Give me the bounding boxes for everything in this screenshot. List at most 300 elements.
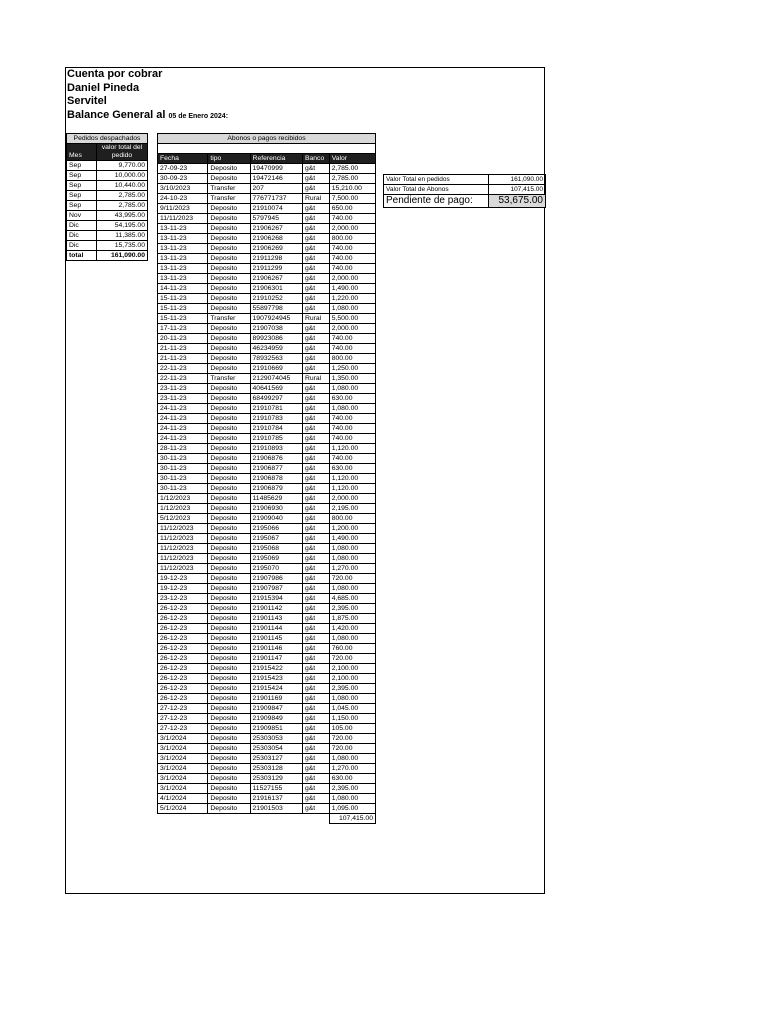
pagos-cell-fecha: 24-11-23 [158,414,208,424]
pagos-cell-referencia: 19472146 [250,174,302,184]
pagos-cell-valor: 1,095.00 [329,804,375,814]
pagos-cell-banco: g&t [302,564,329,574]
pagos-cell-banco: g&t [302,414,329,424]
pagos-cell-banco: Rural [302,314,329,324]
pedidos-cell-valor: 9,770.00 [97,161,148,171]
pagos-cell-valor: 1,080.00 [329,694,375,704]
pagos-cell-tipo: Deposito [208,414,250,424]
pagos-cell-fecha: 26-12-23 [158,644,208,654]
pagos-cell-tipo: Deposito [208,324,250,334]
pedidos-cell-mes: Sep [67,161,97,171]
pagos-cell-fecha: 23-12-23 [158,594,208,604]
pagos-row [158,374,376,384]
pagos-cell-banco: g&t [302,634,329,644]
pagos-row [158,254,376,264]
pagos-cell-tipo: Deposito [208,244,250,254]
pagos-row [158,774,376,784]
pedidos-cell-mes: Dic [67,241,97,251]
pagos-title: Abonos o pagos recibidos [158,134,376,144]
pedidos-cell-valor: 54,195.00 [97,221,148,231]
pagos-row [158,284,376,294]
pagos-cell-banco: g&t [302,444,329,454]
pagos-row [158,594,376,604]
pagos-cell-tipo: Transfer [208,374,250,384]
pagos-cell-tipo: Deposito [208,444,250,454]
pagos-cell-referencia: 21901143 [250,614,302,624]
pagos-cell-tipo: Deposito [208,744,250,754]
pagos-row [158,234,376,244]
pagos-cell-tipo: Deposito [208,344,250,354]
pagos-cell-fecha: 26-12-23 [158,634,208,644]
pagos-row [158,564,376,574]
pagos-cell-valor: 2,785.00 [329,174,375,184]
pedidos-cell-valor: 15,735.00 [97,241,148,251]
pagos-spacer [158,144,376,154]
pagos-cell-valor: 2,000.00 [329,324,375,334]
pagos-cell-tipo: Deposito [208,564,250,574]
pagos-cell-fecha: 3/1/2024 [158,734,208,744]
pagos-cell-referencia: 21909849 [250,714,302,724]
pagos-cell-banco: g&t [302,544,329,554]
pagos-cell-banco: g&t [302,784,329,794]
pagos-cell-tipo: Deposito [208,704,250,714]
pagos-cell-referencia: 55897798 [250,304,302,314]
pagos-cell-referencia: 2129074045 [250,374,302,384]
pagos-row [158,214,376,224]
pagos-cell-valor: 1,120.00 [329,444,375,454]
pagos-cell-tipo: Deposito [208,794,250,804]
pagos-cell-tipo: Deposito [208,594,250,604]
summary-abonos-label: Valor Total de Abonos [384,185,489,195]
pagos-cell-banco: g&t [302,384,329,394]
pedidos-total-label: total [67,251,97,261]
pagos-cell-valor: 740.00 [329,454,375,464]
pedidos-row [67,161,148,171]
pagos-row [158,464,376,474]
pagos-cell-valor: 760.00 [329,644,375,654]
pagos-cell-valor: 1,270.00 [329,564,375,574]
pagos-cell-referencia: 1907924945 [250,314,302,324]
summary-pendiente-label: Pendiente de pago: [384,195,489,208]
pagos-row [158,454,376,464]
pagos-cell-banco: g&t [302,234,329,244]
pagos-cell-tipo: Deposito [208,484,250,494]
pagos-cell-tipo: Deposito [208,434,250,444]
pagos-cell-fecha: 24-11-23 [158,424,208,434]
pagos-row [158,224,376,234]
pagos-row [158,324,376,334]
header-balance-date [67,109,228,124]
pagos-cell-valor: 740.00 [329,334,375,344]
pagos-cell-tipo: Deposito [208,644,250,654]
pagos-cell-tipo: Deposito [208,304,250,314]
pagos-cell-fecha: 11/12/2023 [158,554,208,564]
pagos-cell-referencia: 776771737 [250,194,302,204]
pagos-cell-banco: g&t [302,364,329,374]
pagos-row [158,184,376,194]
pedidos-cell-valor: 2,785.00 [97,201,148,211]
pagos-cell-banco: Rural [302,194,329,204]
pagos-cell-fecha: 22-11-23 [158,364,208,374]
pagos-cell-valor: 740.00 [329,264,375,274]
pedidos-cell-mes: Sep [67,201,97,211]
pagos-cell-valor: 4,685.00 [329,594,375,604]
pagos-cell-valor: 5,500.00 [329,314,375,324]
pagos-cell-valor: 740.00 [329,414,375,424]
pagos-cell-fecha: 11/11/2023 [158,214,208,224]
pagos-cell-valor: 720.00 [329,734,375,744]
pagos-cell-fecha: 3/10/2023 [158,184,208,194]
pedidos-cell-valor: 10,000.00 [97,171,148,181]
pagos-cell-banco: g&t [302,224,329,234]
pagos-cell-valor: 2,100.00 [329,674,375,684]
pagos-cell-valor: 740.00 [329,214,375,224]
pagos-cell-valor: 15,210.00 [329,184,375,194]
pedidos-row [67,201,148,211]
pagos-cell-referencia: 25303053 [250,734,302,744]
pagos-cell-tipo: Deposito [208,604,250,614]
pagos-cell-referencia: 21910074 [250,204,302,214]
pagos-row [158,314,376,324]
pagos-cell-tipo: Deposito [208,774,250,784]
pagos-cell-referencia: 21906879 [250,484,302,494]
pagos-cell-referencia: 21901142 [250,604,302,614]
pagos-cell-banco: g&t [302,244,329,254]
pagos-row [158,364,376,374]
pagos-cell-valor: 1,080.00 [329,754,375,764]
pagos-cell-banco: g&t [302,694,329,704]
pagos-cell-tipo: Deposito [208,234,250,244]
pagos-cell-banco: g&t [302,654,329,664]
pagos-cell-tipo: Deposito [208,524,250,534]
pagos-cell-tipo: Deposito [208,784,250,794]
pagos-cell-fecha: 13-11-23 [158,244,208,254]
pagos-cell-tipo: Deposito [208,474,250,484]
pagos-cell-referencia: 21909040 [250,514,302,524]
pagos-cell-fecha: 19-12-23 [158,584,208,594]
pagos-col-tipo: tipo [208,154,250,164]
header-balance-label: Balance General al [67,108,169,121]
pagos-cell-referencia: 21906301 [250,284,302,294]
pagos-cell-fecha: 27-12-23 [158,714,208,724]
pagos-row [158,264,376,274]
pagos-cell-valor: 720.00 [329,744,375,754]
pagos-row [158,704,376,714]
pagos-cell-referencia: 11527155 [250,784,302,794]
pagos-cell-banco: g&t [302,324,329,334]
pagos-cell-tipo: Deposito [208,204,250,214]
pagos-cell-tipo: Deposito [208,464,250,474]
pagos-cell-tipo: Deposito [208,394,250,404]
pagos-row [158,424,376,434]
pagos-row [158,724,376,734]
pagos-cell-tipo: Transfer [208,184,250,194]
pagos-cell-tipo: Deposito [208,284,250,294]
pagos-cell-valor: 2,100.00 [329,664,375,674]
pagos-cell-fecha: 26-12-23 [158,654,208,664]
pagos-col-valor: Valor [329,154,375,164]
pagos-cell-banco: g&t [302,174,329,184]
pagos-cell-valor: 2,195.00 [329,504,375,514]
pagos-row [158,394,376,404]
pagos-cell-banco: g&t [302,614,329,624]
pagos-cell-valor: 2,000.00 [329,274,375,284]
pedidos-body [67,161,148,251]
pagos-cell-referencia: 21901147 [250,654,302,664]
pagos-cell-referencia: 21901145 [250,634,302,644]
pedidos-row [67,231,148,241]
pagos-cell-referencia: 2195068 [250,544,302,554]
pagos-cell-referencia: 78932563 [250,354,302,364]
pagos-cell-fecha: 23-11-23 [158,384,208,394]
pagos-cell-banco: g&t [302,484,329,494]
pagos-row [158,744,376,754]
pagos-cell-banco: g&t [302,524,329,534]
pagos-cell-fecha: 13-11-23 [158,274,208,284]
pagos-cell-referencia: 21906876 [250,454,302,464]
pagos-cell-referencia: 21901503 [250,804,302,814]
pagos-col-referencia: Referencia [250,154,302,164]
pagos-cell-referencia: 21915422 [250,664,302,674]
pagos-cell-tipo: Deposito [208,624,250,634]
pedidos-cell-valor: 2,785.00 [97,191,148,201]
pagos-cell-referencia: 21901144 [250,624,302,634]
pagos-cell-referencia: 25303054 [250,744,302,754]
pagos-row [158,764,376,774]
pagos-cell-fecha: 21-11-23 [158,354,208,364]
pedidos-cell-valor: 11,385.00 [97,231,148,241]
pagos-cell-banco: g&t [302,764,329,774]
pagos-cell-fecha: 30-09-23 [158,174,208,184]
pagos-cell-tipo: Deposito [208,294,250,304]
pagos-cell-fecha: 26-12-23 [158,694,208,704]
pagos-row [158,354,376,364]
pagos-cell-referencia: 21907986 [250,574,302,584]
pagos-cell-valor: 1,350.00 [329,374,375,384]
summary-table [383,174,546,208]
pagos-row [158,554,376,564]
pagos-row [158,244,376,254]
pagos-row [158,734,376,744]
pagos-cell-fecha: 13-11-23 [158,224,208,234]
pagos-cell-referencia: 19470999 [250,164,302,174]
pagos-cell-valor: 740.00 [329,424,375,434]
pagos-cell-banco: g&t [302,754,329,764]
pagos-cell-banco: g&t [302,254,329,264]
pedidos-cell-valor: 10,440.00 [97,181,148,191]
pagos-cell-referencia: 25303128 [250,764,302,774]
pagos-cell-fecha: 30-11-23 [158,454,208,464]
pedidos-col-mes: Mes [67,144,97,161]
pagos-cell-valor: 630.00 [329,774,375,784]
pagos-cell-valor: 7,500.00 [329,194,375,204]
header-title: Cuenta por cobrar [67,68,163,80]
pagos-cell-tipo: Deposito [208,384,250,394]
pagos-cell-referencia: 21906268 [250,234,302,244]
pagos-cell-tipo: Deposito [208,354,250,364]
pagos-cell-banco: g&t [302,514,329,524]
pedidos-row [67,221,148,231]
pagos-cell-fecha: 15-11-23 [158,294,208,304]
pagos-cell-valor: 800.00 [329,514,375,524]
pedidos-cell-valor: 43,995.00 [97,211,148,221]
pagos-cell-referencia: 21910784 [250,424,302,434]
pagos-cell-referencia: 21909851 [250,724,302,734]
pagos-cell-fecha: 26-12-23 [158,664,208,674]
pagos-cell-tipo: Deposito [208,334,250,344]
pagos-cell-fecha: 3/1/2024 [158,774,208,784]
pedidos-col-valor: valor total del pedido [97,144,148,161]
pagos-cell-valor: 1,120.00 [329,474,375,484]
pagos-cell-valor: 1,250.00 [329,364,375,374]
pagos-cell-banco: g&t [302,594,329,604]
pagos-cell-tipo: Deposito [208,614,250,624]
pagos-cell-banco: g&t [302,734,329,744]
pagos-cell-fecha: 28-11-23 [158,444,208,454]
pagos-cell-valor: 1,875.00 [329,614,375,624]
pagos-row [158,544,376,554]
pagos-cell-referencia: 21910669 [250,364,302,374]
pagos-cell-valor: 800.00 [329,234,375,244]
pagos-cell-tipo: Deposito [208,764,250,774]
pagos-cell-tipo: Deposito [208,544,250,554]
pagos-cell-fecha: 22-11-23 [158,374,208,384]
pagos-row [158,334,376,344]
pagos-cell-banco: g&t [302,294,329,304]
pagos-cell-valor: 1,220.00 [329,294,375,304]
pagos-cell-tipo: Deposito [208,404,250,414]
summary-pendiente-value: 53,675.00 [489,195,546,208]
pagos-row [158,784,376,794]
pagos-cell-valor: 1,490.00 [329,534,375,544]
pagos-cell-referencia: 21910893 [250,444,302,454]
pagos-cell-fecha: 21-11-23 [158,344,208,354]
pagos-cell-referencia: 2195069 [250,554,302,564]
pagos-cell-fecha: 27-12-23 [158,704,208,714]
pagos-cell-valor: 1,420.00 [329,624,375,634]
pagos-cell-fecha: 3/1/2024 [158,764,208,774]
pagos-row [158,384,376,394]
pagos-cell-tipo: Deposito [208,274,250,284]
pagos-cell-referencia: 21906878 [250,474,302,484]
pagos-cell-valor: 2,000.00 [329,224,375,234]
pagos-cell-banco: g&t [302,704,329,714]
pagos-row [158,684,376,694]
pagos-cell-tipo: Deposito [208,674,250,684]
pedidos-table [66,133,148,261]
pagos-table [157,133,376,824]
pagos-cell-referencia: 21906877 [250,464,302,474]
pagos-cell-valor: 1,200.00 [329,524,375,534]
pagos-cell-referencia: 21915394 [250,594,302,604]
pagos-cell-valor: 2,395.00 [329,604,375,614]
pagos-cell-fecha: 9/11/2023 [158,204,208,214]
pagos-row [158,274,376,284]
pagos-cell-banco: g&t [302,574,329,584]
pagos-cell-banco: g&t [302,684,329,694]
pagos-cell-banco: Rural [302,374,329,384]
pagos-row [158,604,376,614]
pagos-row [158,694,376,704]
pagos-cell-fecha: 5/1/2024 [158,804,208,814]
pagos-cell-banco: g&t [302,164,329,174]
pagos-cell-fecha: 11/12/2023 [158,564,208,574]
pagos-cell-banco: g&t [302,454,329,464]
pagos-cell-fecha: 13-11-23 [158,234,208,244]
pedidos-cell-mes: Nov [67,211,97,221]
pagos-cell-referencia: 25303127 [250,754,302,764]
pagos-cell-valor: 1,080.00 [329,584,375,594]
pagos-cell-tipo: Deposito [208,214,250,224]
pagos-cell-banco: g&t [302,474,329,484]
pagos-body [158,164,376,814]
pagos-cell-fecha: 14-11-23 [158,284,208,294]
pagos-cell-tipo: Deposito [208,224,250,234]
pagos-row [158,634,376,644]
pagos-row [158,294,376,304]
pagos-cell-banco: g&t [302,274,329,284]
pagos-cell-fecha: 24-11-23 [158,404,208,414]
pagos-cell-referencia: 25303129 [250,774,302,784]
pagos-row [158,644,376,654]
pagos-cell-banco: g&t [302,264,329,274]
pagos-cell-fecha: 26-12-23 [158,624,208,634]
pagos-row [158,404,376,414]
pagos-cell-fecha: 5/12/2023 [158,514,208,524]
pagos-cell-fecha: 17-11-23 [158,324,208,334]
pagos-cell-tipo: Deposito [208,424,250,434]
pagos-cell-tipo: Deposito [208,364,250,374]
pagos-cell-banco: g&t [302,554,329,564]
pedidos-cell-mes: Dic [67,221,97,231]
pagos-cell-banco: g&t [302,624,329,634]
pagos-row [158,804,376,814]
pagos-row [158,514,376,524]
pagos-cell-fecha: 23-11-23 [158,394,208,404]
pagos-cell-fecha: 11/12/2023 [158,524,208,534]
pagos-cell-tipo: Deposito [208,754,250,764]
pagos-cell-fecha: 30-11-23 [158,484,208,494]
pagos-row [158,614,376,624]
pagos-cell-referencia: 21915424 [250,684,302,694]
pagos-row [158,204,376,214]
pagos-cell-fecha: 30-11-23 [158,464,208,474]
pagos-cell-valor: 1,080.00 [329,634,375,644]
pagos-cell-fecha: 13-11-23 [158,254,208,264]
pagos-cell-valor: 105.00 [329,724,375,734]
pagos-cell-referencia: 21911298 [250,254,302,264]
pagos-cell-referencia: 21910781 [250,404,302,414]
pagos-cell-referencia: 89923086 [250,334,302,344]
pagos-cell-referencia: 68499297 [250,394,302,404]
document-header [67,68,228,123]
pagos-col-banco: Banco [302,154,329,164]
pagos-cell-referencia: 40641569 [250,384,302,394]
pagos-row [158,574,376,584]
pagos-row [158,524,376,534]
pagos-cell-tipo: Deposito [208,584,250,594]
pagos-cell-valor: 1,080.00 [329,384,375,394]
pagos-cell-referencia: 21901146 [250,644,302,654]
pagos-cell-referencia: 11485629 [250,494,302,504]
pagos-row [158,714,376,724]
pagos-cell-referencia: 21910785 [250,434,302,444]
pagos-cell-banco: g&t [302,664,329,674]
pagos-cell-valor: 2,395.00 [329,684,375,694]
pagos-cell-referencia: 5797945 [250,214,302,224]
pagos-cell-fecha: 3/1/2024 [158,744,208,754]
pagos-cell-fecha: 3/1/2024 [158,784,208,794]
